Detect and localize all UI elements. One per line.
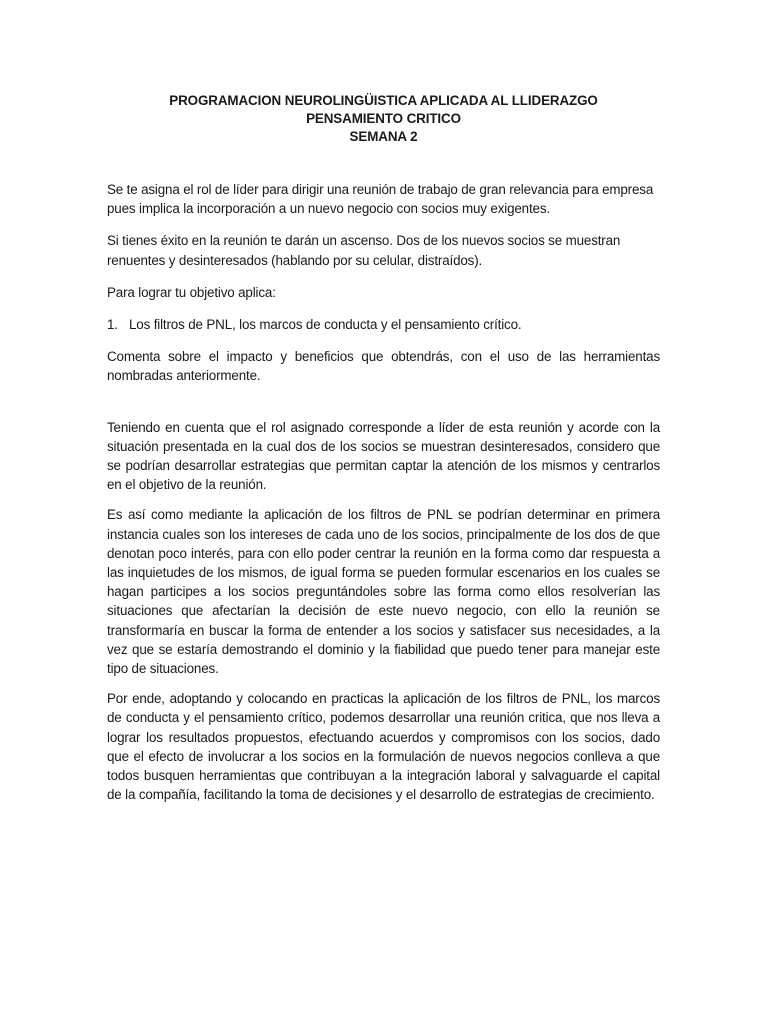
header-week: SEMANA 2 — [349, 129, 418, 144]
assignment-paragraph-1: Se te asigna el rol de líder para dirigir una reunión de trabajo de gran relevancia para empresa pues implica la incorporación a un nuevo negocio con socios muy exigentes. — [107, 182, 654, 217]
spacer — [107, 334, 660, 347]
assignment-paragraph-4: Comenta sobre el impacto y beneficios que obtendrás, con el uso de las herramientas nombradas anteriormente. — [107, 349, 660, 384]
spacer — [107, 386, 660, 418]
spacer — [107, 678, 660, 689]
answer-paragraph-1: Teniendo en cuenta que el rol asignado corresponde a líder de esta reunión y acorde con la situación presentada en la cual dos de los socios se muestran desinteresados, considero que se podrían desarrollar estrategias que permitan captar la atención de los mismos y centrarlos en el objetivo de la reunión. — [107, 419, 660, 493]
answer-paragraph-3: Por ende, adoptando y colocando en practicas la aplicación de los filtros de PNL, los marcos de conducta y el pensamiento crítico, podemos desarrollar una reunión critica, que nos lleva a lograr los resultados propuestos, efectuando acuerdos y compromisos con los socios, dado que el efecto de involucrar a los socios en la formulación de nuevos negocios conlleva a que todos busquen herramientas que contribuyan a la integración laboral y salvaguarde el capital de la compañía, facilitando la toma de decisiones y el desarrollo de estrategias de crecimiento. — [107, 691, 660, 803]
spacer — [107, 302, 660, 315]
assignment-paragraph-3: Para lograr tu objetivo aplica: — [107, 284, 276, 300]
header-title: PROGRAMACION NEUROLINGÜISTICA APLICADA AL LLIDERAZGO — [169, 93, 598, 108]
spacer — [107, 218, 660, 231]
document-header — [107, 92, 660, 146]
list-number: 1. — [107, 317, 118, 333]
spacer — [107, 146, 660, 180]
spacer — [107, 270, 660, 283]
assignment-paragraph-2: Si tienes éxito en la reunión te darán un ascenso. Dos de los nuevos socios se muestran renuentes y desinteresados (hablando por su celular, distraídos). — [107, 233, 621, 268]
spacer — [107, 494, 660, 505]
document-content — [107, 92, 660, 804]
list-text: Los filtros de PNL, los marcos de conducta y el pensamiento crítico. — [129, 317, 522, 333]
header-subtitle: PENSAMIENTO CRITICO — [306, 111, 461, 126]
answer-paragraph-2: Es así como mediante la aplicación de los filtros de PNL se podrían determinar en primera instancia cuales son los intereses de cada uno de los socios, principalmente de los dos de que denotan poco interés, para con ello poder centrar la reunión en la forma como dar respuesta a las inquietudes de los mismos, de igual forma se pueden formular escenarios en los cuales se hagan participes a los socios preguntándoles sobre las forma como ellos resolverían las situaciones que afectarían la decisión de este nuevo negocio, con ello la reunión se transformaría en buscar la forma de entender a los socios y satisfacer sus necesidades, a la vez que se estaría demostrando el dominio y la fiabilidad que puedo tener para manejar este tipo de situaciones. — [107, 507, 660, 677]
list-item — [107, 315, 660, 334]
